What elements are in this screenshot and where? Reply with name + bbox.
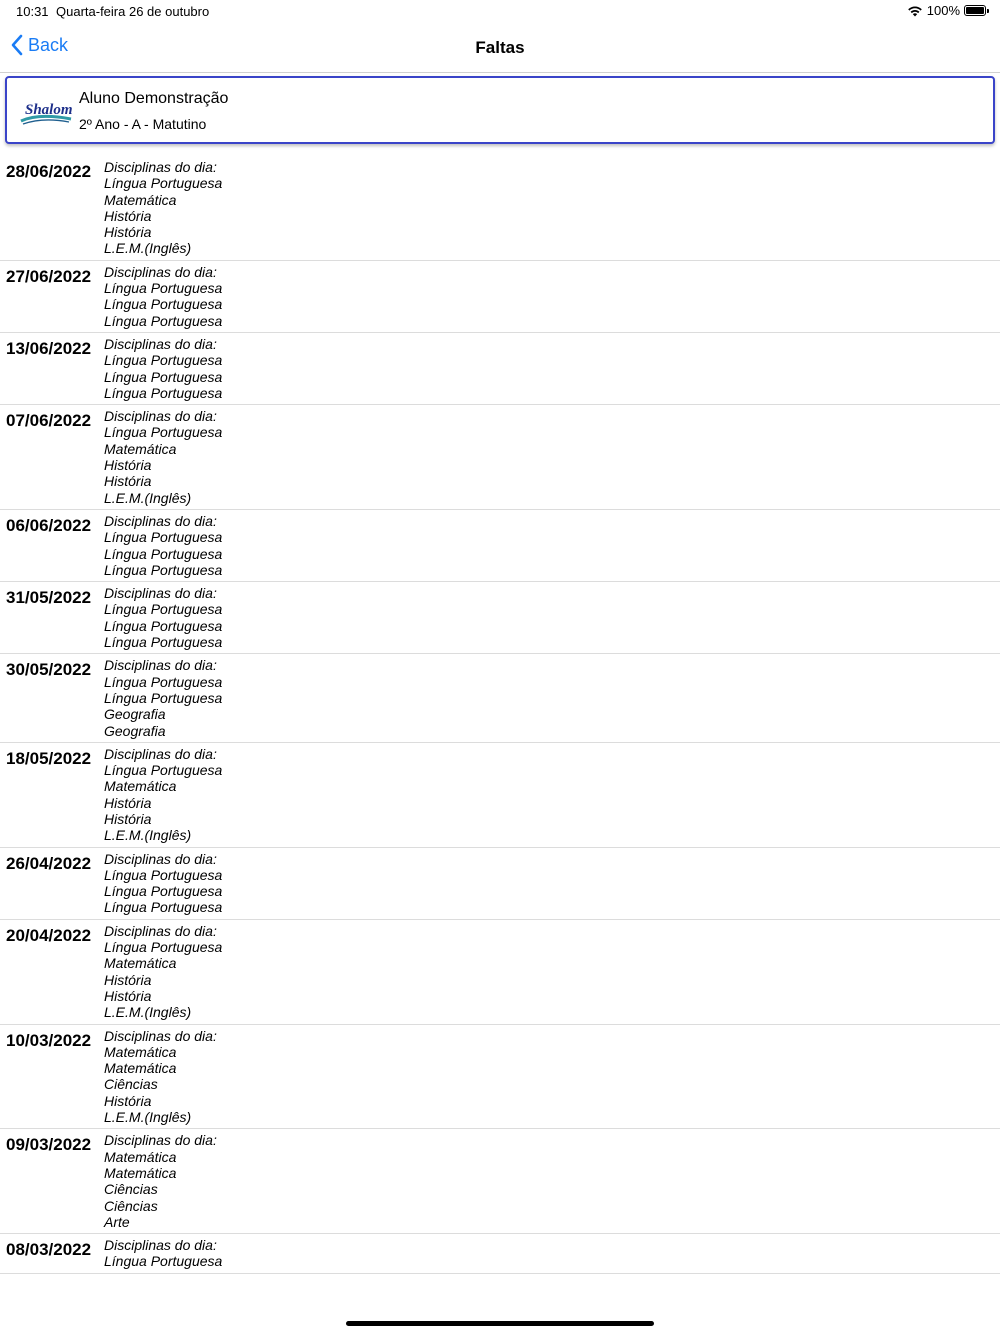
subject-item: Língua Portuguesa [104, 883, 223, 900]
subject-item: Língua Portuguesa [104, 545, 223, 562]
entry-subjects [104, 264, 222, 329]
absence-entry[interactable] [0, 261, 1000, 333]
subject-item: Língua Portuguesa [104, 762, 223, 779]
subject-item: Língua Portuguesa [104, 352, 223, 369]
student-name: Aluno Demonstração [79, 90, 229, 107]
entry-subjects [104, 1028, 217, 1126]
entry-subjects [104, 923, 222, 1021]
entry-date: 20/04/2022 [6, 925, 92, 945]
subject-item: Língua Portuguesa [104, 312, 223, 329]
subject-item: Matemática [104, 955, 177, 972]
subject-item: História [104, 794, 152, 811]
subject-item: Matemática [104, 1148, 177, 1165]
subject-item: Matemática [104, 1060, 177, 1077]
subject-item: História [104, 1092, 152, 1109]
wifi-icon [907, 5, 923, 17]
absence-entry[interactable] [0, 582, 1000, 654]
entry-heading: Disciplinas do dia: [104, 408, 217, 425]
entry-subjects [104, 408, 222, 506]
subject-item: Matemática [104, 1164, 177, 1181]
subject-item: Língua Portuguesa [104, 689, 223, 706]
entry-subjects [104, 585, 222, 650]
entry-date: 08/03/2022 [6, 1240, 92, 1260]
status-time: 10:31 [16, 4, 49, 19]
subject-item: Língua Portuguesa [104, 673, 223, 690]
absence-entry[interactable] [0, 848, 1000, 920]
entry-subjects [104, 159, 222, 257]
entry-subjects [104, 1132, 217, 1230]
student-class: 2º Ano - A - Matutino [79, 116, 207, 132]
subject-item: Geografia [104, 706, 166, 723]
entry-heading: Disciplinas do dia: [104, 1132, 217, 1149]
subject-item: Matemática [104, 1043, 177, 1060]
status-bar [0, 0, 1000, 24]
subject-item: História [104, 810, 152, 827]
subject-item: História [104, 987, 152, 1004]
entry-date: 30/05/2022 [6, 660, 92, 680]
absence-entry[interactable] [0, 743, 1000, 848]
entry-subjects [104, 851, 222, 916]
entry-date: 13/06/2022 [6, 338, 92, 358]
subject-item: Língua Portuguesa [104, 424, 223, 441]
entry-heading: Disciplinas do dia: [104, 850, 217, 867]
subject-item: História [104, 971, 152, 988]
entry-heading: Disciplinas do dia: [104, 1027, 217, 1044]
subject-item: Ciências [104, 1076, 158, 1093]
subject-item: Língua Portuguesa [104, 561, 223, 578]
status-date: Quarta-feira 26 de outubro [56, 4, 210, 19]
absence-entry[interactable] [0, 510, 1000, 582]
battery-percent: 100% [926, 3, 960, 18]
subject-item: Língua Portuguesa [104, 634, 223, 651]
page-title: Faltas [475, 38, 525, 57]
absence-entry[interactable] [0, 333, 1000, 405]
subject-item: Língua Portuguesa [104, 368, 223, 385]
subject-item: Língua Portuguesa [104, 939, 223, 956]
subject-item: Matemática [104, 191, 177, 208]
entry-date: 09/03/2022 [6, 1135, 92, 1155]
subject-item: Língua Portuguesa [104, 175, 223, 192]
subject-item: Língua Portuguesa [104, 280, 223, 297]
subject-item: Língua Portuguesa [104, 529, 223, 546]
entry-date: 06/06/2022 [6, 515, 92, 535]
absence-entry[interactable] [0, 1234, 1000, 1274]
subject-item: Ciências [104, 1197, 158, 1214]
entry-heading: Disciplinas do dia: [104, 657, 217, 674]
school-logo [19, 95, 73, 127]
subject-item: Arte [104, 1213, 130, 1230]
entry-date: 10/03/2022 [6, 1030, 92, 1050]
subject-item: L.E.M.(Inglês) [104, 240, 192, 257]
subject-item: Matemática [104, 778, 177, 795]
entry-subjects [104, 336, 222, 401]
navigation-bar [0, 24, 1000, 73]
entry-heading: Disciplinas do dia: [104, 922, 217, 939]
subject-item: História [104, 473, 152, 490]
subject-item: L.E.M.(Inglês) [104, 1004, 192, 1021]
svg-text:Shalom: Shalom [25, 102, 73, 118]
absence-entry[interactable] [0, 920, 1000, 1025]
entry-date: 07/06/2022 [6, 411, 92, 431]
entry-date: 26/04/2022 [6, 853, 92, 873]
absence-entry[interactable] [0, 654, 1000, 742]
entry-heading: Disciplinas do dia: [104, 263, 217, 280]
entry-heading: Disciplinas do dia: [104, 745, 217, 762]
entry-date: 28/06/2022 [6, 162, 92, 181]
absence-entry[interactable] [0, 405, 1000, 510]
subject-item: Língua Portuguesa [104, 384, 223, 401]
entry-heading: Disciplinas do dia: [104, 159, 217, 175]
subject-item: Língua Portuguesa [104, 296, 223, 313]
absence-list[interactable] [0, 156, 1000, 1308]
entry-date: 31/05/2022 [6, 588, 92, 608]
absence-entry[interactable] [0, 1025, 1000, 1130]
subject-item: História [104, 224, 152, 241]
subject-item: Língua Portuguesa [104, 866, 223, 883]
subject-item: Matemática [104, 440, 177, 457]
entry-heading: Disciplinas do dia: [104, 1237, 217, 1254]
entry-subjects [104, 513, 222, 578]
subject-item: L.E.M.(Inglês) [104, 827, 192, 844]
entry-subjects [104, 746, 222, 844]
back-label: Back [28, 34, 69, 55]
home-indicator[interactable] [346, 1321, 654, 1326]
entry-date: 18/05/2022 [6, 748, 92, 768]
subject-item: Língua Portuguesa [104, 617, 223, 634]
student-card[interactable] [5, 76, 995, 144]
subject-item: Língua Portuguesa [104, 899, 223, 916]
status-right [907, 3, 986, 18]
entry-subjects [104, 1237, 222, 1270]
entry-heading: Disciplinas do dia: [104, 512, 217, 529]
subject-item: Língua Portuguesa [104, 601, 223, 618]
absence-entry[interactable] [0, 156, 1000, 261]
battery-icon [964, 5, 986, 16]
subject-item: L.E.M.(Inglês) [104, 489, 192, 506]
subject-item: Língua Portuguesa [104, 1253, 223, 1270]
entry-subjects [104, 657, 222, 738]
subject-item: História [104, 207, 152, 224]
entry-date: 27/06/2022 [6, 266, 92, 286]
subject-item: Geografia [104, 722, 166, 739]
entry-heading: Disciplinas do dia: [104, 585, 217, 602]
entry-heading: Disciplinas do dia: [104, 335, 217, 352]
subject-item: L.E.M.(Inglês) [104, 1109, 192, 1126]
absence-entry[interactable] [0, 1129, 1000, 1234]
subject-item: Ciências [104, 1181, 158, 1198]
subject-item: História [104, 457, 152, 474]
